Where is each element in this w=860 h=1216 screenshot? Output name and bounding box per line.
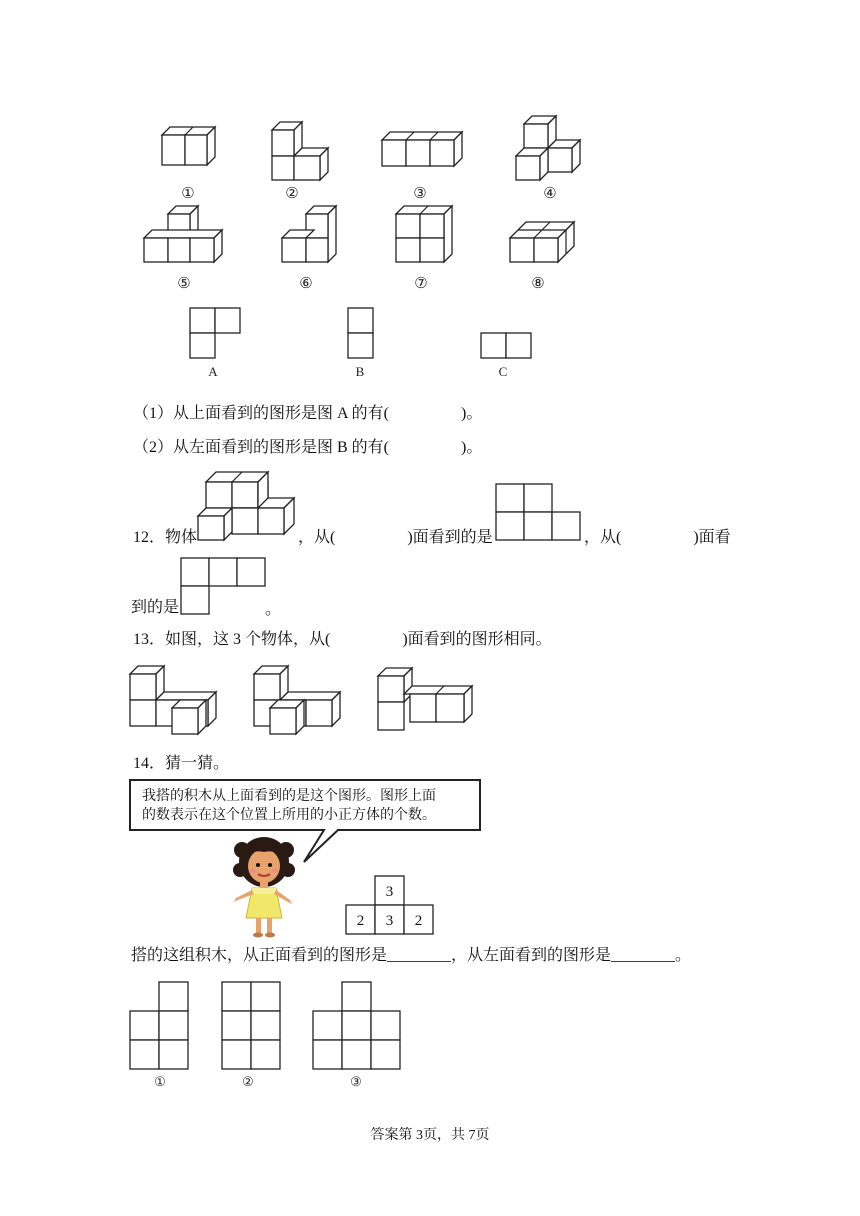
option-2: [222, 982, 280, 1069]
option-1: [130, 982, 188, 1069]
q13-figures: [126, 660, 486, 740]
label-2: ②: [285, 184, 299, 202]
q14-blank2[interactable]: ________: [611, 947, 676, 964]
figure-8: [510, 222, 574, 262]
view-B: [348, 308, 373, 358]
label-A: A: [208, 364, 218, 379]
figure-6: [282, 206, 336, 262]
option-label-1: ①: [154, 1074, 166, 1089]
q14-blank1[interactable]: ________: [387, 947, 452, 964]
figure-2: [272, 122, 328, 180]
bubble-line-1: 我搭的积木从上面看到的是这个图形。图形上面: [142, 788, 436, 804]
q14-title: 14．猜一猜。: [133, 755, 230, 772]
grid-top-value: 3: [385, 884, 394, 900]
q12-view1: [494, 482, 584, 544]
label-C: C: [498, 364, 508, 379]
figure-3: [382, 132, 462, 166]
figure-1: [162, 127, 215, 165]
figure-row-1: [130, 110, 610, 210]
q12-line2-end: 。: [265, 601, 282, 618]
bubble-line-2: 的数表示在这个位置上所用的小正方体的个数。: [142, 807, 436, 823]
option-label-3: ③: [350, 1074, 362, 1089]
q11-part1: （1）从上面看到的图形是图 A 的有( )。: [133, 405, 483, 422]
option-label-2: ②: [242, 1074, 254, 1089]
label-B: B: [355, 364, 365, 379]
q11-part2: （2）从左面看到的图形是图 B 的有( )。: [133, 439, 483, 456]
figure-5: [144, 206, 222, 262]
label-5: ⑤: [177, 274, 191, 292]
q13-figure-c: [378, 668, 472, 730]
view-A: [190, 308, 240, 358]
figure-7: [396, 206, 452, 262]
q12-mid1: ，从( )面看到的是: [298, 529, 493, 546]
q13-figure-b: [254, 666, 340, 734]
option-3: [313, 982, 400, 1069]
grid-bottom-value-3: 2: [414, 913, 423, 929]
q13-text: 13．如图，这 3 个物体，从( )面看到的图形相同。: [133, 631, 552, 648]
q12-mid3: ，从( )面看: [584, 529, 731, 546]
page-footer: 答案第 3页，共 7页: [370, 1128, 490, 1143]
flat-views: [180, 300, 560, 382]
label-8: ⑧: [531, 274, 545, 292]
label-6: ⑥: [299, 274, 313, 292]
label-7: ⑦: [414, 274, 428, 292]
figure-4: [516, 116, 580, 180]
top-view-grid: [344, 874, 436, 936]
q12-view2: [179, 556, 269, 616]
figure-row-2: [130, 200, 610, 300]
q14-options: [126, 978, 406, 1090]
label-3: ③: [413, 184, 427, 202]
view-C: [481, 333, 531, 358]
q13-figure-a: [130, 666, 216, 734]
q12-prefix: 12．物体: [133, 529, 198, 546]
girl-illustration: [228, 834, 300, 940]
label-4: ④: [543, 184, 557, 202]
q12-object-figure: [196, 466, 298, 546]
q12-line2-prefix: 到的是: [131, 599, 180, 616]
grid-bottom-value-1: 2: [356, 913, 365, 929]
label-1: ①: [181, 184, 195, 202]
q14-question: 搭的这组积木，从正面看到的图形是________，从左面看到的图形是________。: [131, 947, 692, 964]
grid-bottom-value-2: 3: [385, 913, 394, 929]
